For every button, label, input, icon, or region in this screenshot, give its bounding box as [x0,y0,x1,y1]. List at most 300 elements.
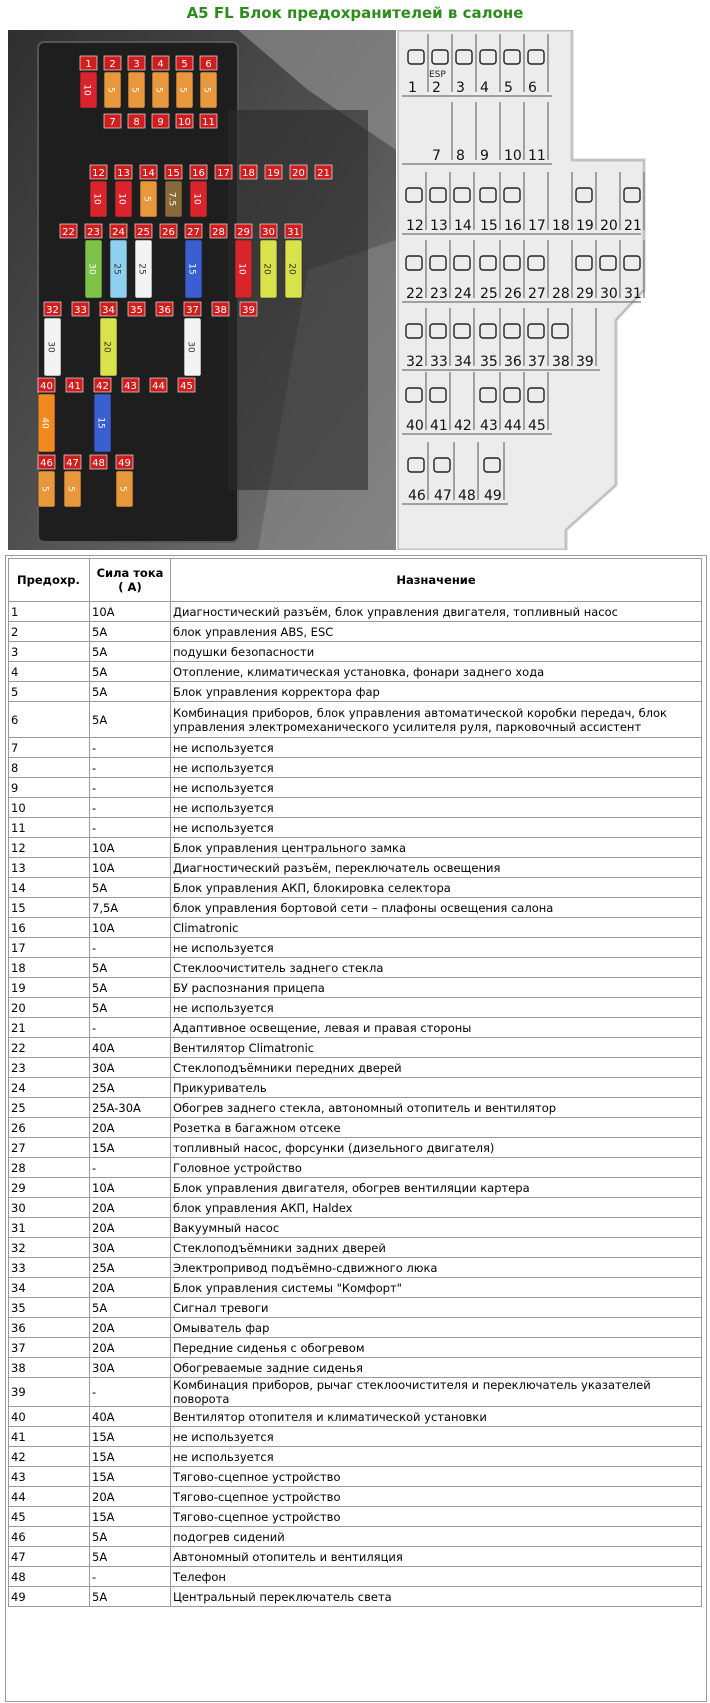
svg-text:38: 38 [214,305,227,316]
photo-fuse [94,394,111,452]
purpose-cell: Электропривод подъёмно-сдвижного люка [171,1258,702,1278]
diagram-fuse-number: 31 [624,286,642,302]
photo-fuse [184,318,201,376]
svg-text:31: 31 [287,227,300,238]
diagram-fuse-number: 32 [406,354,424,370]
current-cell: 40A [90,1038,171,1058]
current-cell: - [90,798,171,818]
table-row [9,642,702,662]
photo-fuse-label [100,302,117,316]
photo-fuse [90,181,107,217]
purpose-cell: Вакуумный насос [171,1218,702,1238]
svg-text:5: 5 [153,87,164,93]
photo-fuse-label [44,302,61,316]
table-row [9,1098,702,1118]
photo-fuse [200,72,217,108]
svg-text:39: 39 [242,305,255,316]
svg-text:5: 5 [177,87,188,93]
photo-fuse-label [90,165,107,179]
table-row [9,1447,702,1467]
fuse-number-cell: 8 [9,758,90,778]
table-row [9,978,702,998]
fuse-number-cell: 47 [9,1547,90,1567]
table-row [9,1587,702,1607]
current-cell: 25A-30A [90,1098,171,1118]
diagram-fuse-number: 14 [454,218,472,234]
table-row [9,1358,702,1378]
current-cell: 10A [90,858,171,878]
svg-text:26: 26 [162,227,175,238]
table-row [9,662,702,682]
photo-fuse-label [156,302,173,316]
diagram-fuse-number: 48 [458,488,476,504]
fuse-number-cell: 1 [9,602,90,622]
current-cell: 20A [90,1487,171,1507]
svg-text:20: 20 [292,168,305,179]
table-row [9,1158,702,1178]
table-row [9,1467,702,1487]
current-cell: 5A [90,998,171,1018]
current-cell: 5A [90,702,171,738]
diagram-fuse-number: 6 [528,80,537,96]
purpose-cell: Сигнал тревоги [171,1298,702,1318]
fuse-number-cell: 41 [9,1427,90,1447]
diagram-fuse-number: 11 [528,148,546,164]
purpose-cell: блок управления бортовой сети – плафоны освещения салона [171,898,702,918]
table-row [9,1058,702,1078]
photo-fuse-label [176,56,193,70]
current-cell: - [90,818,171,838]
table-row [9,878,702,898]
svg-text:36: 36 [158,305,171,316]
current-cell: 20A [90,1198,171,1218]
svg-text:22: 22 [62,227,75,238]
fuse-number-cell: 46 [9,1527,90,1547]
diagram-fuse-number: 35 [480,354,498,370]
photo-fuse [128,72,145,108]
photo-fuse [44,318,61,376]
current-cell: - [90,1158,171,1178]
photo-fuse-label [290,165,307,179]
purpose-cell: Центральный переключатель света [171,1587,702,1607]
photo-fuse-label [135,224,152,238]
svg-text:4: 4 [157,59,164,70]
table-row [9,1278,702,1298]
photo-fuse-label [110,224,127,238]
current-cell: 30A [90,1058,171,1078]
photo-fuse-label [104,114,121,128]
purpose-cell: Climatronic [171,918,702,938]
purpose-cell: Блок управления АКП, блокировка селектора [171,878,702,898]
fuse-number-cell: 10 [9,798,90,818]
svg-text:5: 5 [181,59,188,70]
fuse-number-cell: 2 [9,622,90,642]
current-cell: 20A [90,1278,171,1298]
photo-fuse-label [85,224,102,238]
diagram-fuse-number: 5 [504,80,513,96]
diagram-fuse-number: 30 [600,286,618,302]
fuse-number-cell: 29 [9,1178,90,1198]
current-cell: 10A [90,602,171,622]
photo-fuse-label [200,114,217,128]
photo-fuse [152,72,169,108]
svg-text:14: 14 [142,168,155,179]
purpose-cell: Прикуриватель [171,1078,702,1098]
diagram-fuse-number: 15 [480,218,498,234]
table-row [9,1547,702,1567]
purpose-cell: Обогрев заднего стекла, автономный отопитель и вентилятор [171,1098,702,1118]
table-row [9,1018,702,1038]
fuse-number-cell: 40 [9,1407,90,1427]
photo-fuse [116,471,133,507]
photo-fuse [64,471,81,507]
svg-text:25: 25 [137,227,150,238]
svg-text:47: 47 [66,458,79,469]
fuse-number-cell: 45 [9,1507,90,1527]
fuse-number-cell: 14 [9,878,90,898]
svg-text:49: 49 [118,458,131,469]
diagram-fuse-number: 16 [504,218,522,234]
photo-fuse-label [160,224,177,238]
purpose-cell: не используется [171,738,702,758]
purpose-cell: Комбинация приборов, рычаг стеклоочистителя и переключатель указателей поворота [171,1378,702,1407]
photo-fuse-label [128,56,145,70]
svg-text:9: 9 [157,117,164,128]
table-row [9,818,702,838]
fuse-number-cell: 38 [9,1358,90,1378]
photo-fuse-label [190,165,207,179]
table-row [9,958,702,978]
fuse-number-cell: 12 [9,838,90,858]
diagram-fuse-number: 26 [504,286,522,302]
photo-fuse [115,181,132,217]
svg-text:37: 37 [186,305,199,316]
fuse-number-cell: 43 [9,1467,90,1487]
svg-text:17: 17 [217,168,230,179]
svg-text:13: 13 [117,168,130,179]
current-cell: - [90,778,171,798]
purpose-cell: не используется [171,818,702,838]
fuse-number-cell: 49 [9,1587,90,1607]
fuse-number-cell: 30 [9,1198,90,1218]
fuse-number-cell: 7 [9,738,90,758]
current-cell: 5A [90,662,171,682]
diagram-fuse-number: 19 [576,218,594,234]
photo-fuse-label [185,224,202,238]
photo-fuse-label [38,378,55,392]
diagram-fuse-number: 10 [504,148,522,164]
fuse-number-cell: 20 [9,998,90,1018]
current-cell: 15A [90,1138,171,1158]
diagram-fuse-number: 33 [430,354,448,370]
svg-text:18: 18 [242,168,255,179]
photo-fuse-label [152,114,169,128]
svg-text:10: 10 [116,193,127,205]
fuse-number-cell: 28 [9,1158,90,1178]
table-row [9,1338,702,1358]
photo-fuse-label [240,165,257,179]
current-cell: - [90,1018,171,1038]
photo-fuse-label [140,165,157,179]
purpose-cell: Комбинация приборов, блок управления автоматической коробки передач, блок управления электромеханического усилителя руля, парковочный ассистент [171,702,702,738]
photo-fuse-label [94,378,111,392]
svg-text:28: 28 [212,227,225,238]
current-cell: 5A [90,978,171,998]
table-row [9,602,702,622]
svg-text:34: 34 [102,305,115,316]
current-cell: 25A [90,1078,171,1098]
purpose-cell: Диагностический разъём, переключатель освещения [171,858,702,878]
purpose-cell: Розетка в багажном отсеке [171,1118,702,1138]
photo-fuse-label [165,165,182,179]
photo-fuse-label [90,455,107,469]
fuse-number-cell: 33 [9,1258,90,1278]
svg-text:10: 10 [91,193,102,205]
fuse-number-cell: 11 [9,818,90,838]
diagram-fuse-number: 46 [408,488,426,504]
svg-text:33: 33 [74,305,87,316]
purpose-cell: БУ распознания прицепа [171,978,702,998]
svg-text:20: 20 [101,341,112,353]
current-cell: 7,5A [90,898,171,918]
current-cell: - [90,758,171,778]
photo-fuse-label [60,224,77,238]
svg-text:30: 30 [262,227,275,238]
current-cell: 5A [90,1587,171,1607]
photo-fuse-label [215,165,232,179]
current-cell: 20A [90,1118,171,1138]
current-cell: 15A [90,1467,171,1487]
purpose-cell: Диагностический разъём, блок управления двигателя, топливный насос [171,602,702,622]
svg-text:5: 5 [129,87,140,93]
diagram-fuse-number: 44 [504,418,522,434]
current-cell: 10A [90,838,171,858]
photo-fuse [176,72,193,108]
purpose-cell: Стеклоподъёмники задних дверей [171,1238,702,1258]
purpose-cell: Стеклоподъёмники передних дверей [171,1058,702,1078]
table-row [9,1378,702,1407]
svg-text:10: 10 [236,263,247,275]
current-cell: - [90,738,171,758]
photo-fuse [100,318,117,376]
purpose-cell: Вентилятор отопителя и климатической установки [171,1407,702,1427]
diagram-fuse-number: 1 [408,80,417,96]
svg-text:8: 8 [133,117,140,128]
current-cell: 5A [90,958,171,978]
fuse-box-photo [8,30,396,550]
photo-fuse-label [104,56,121,70]
purpose-cell: Адаптивное освещение, левая и правая стороны [171,1018,702,1038]
diagram-fuse-number: 7 [432,148,441,164]
photo-fuse-label [212,302,229,316]
purpose-cell: не используется [171,778,702,798]
purpose-cell: подогрев сидений [171,1527,702,1547]
header-current: Сила тока ( А) [90,559,171,602]
table-row [9,1507,702,1527]
esp-label: ESP [429,70,446,80]
photo-fuse-label [235,224,252,238]
svg-text:40: 40 [39,417,50,429]
fuse-number-cell: 4 [9,662,90,682]
current-cell: 20A [90,1218,171,1238]
current-cell: 10A [90,1178,171,1198]
fuse-number-cell: 31 [9,1218,90,1238]
purpose-cell: Головное устройство [171,1158,702,1178]
photo-fuse-label [184,302,201,316]
purpose-cell: не используется [171,1427,702,1447]
table-row [9,622,702,642]
diagram-fuse-number: 3 [456,80,465,96]
svg-text:5: 5 [39,486,50,492]
purpose-cell: не используется [171,938,702,958]
fuse-number-cell: 24 [9,1078,90,1098]
fuse-number-cell: 18 [9,958,90,978]
current-cell: 5A [90,1527,171,1547]
photo-fuse-label [128,114,145,128]
diagram-fuse-number: 40 [406,418,424,434]
fuse-number-cell: 34 [9,1278,90,1298]
diagram-fuse-number: 37 [528,354,546,370]
fuse-number-cell: 36 [9,1318,90,1338]
current-cell: 15A [90,1427,171,1447]
table-row [9,1407,702,1427]
photo-fuse [104,72,121,108]
purpose-cell: не используется [171,798,702,818]
purpose-cell: Передние сиденья с обогревом [171,1338,702,1358]
table-row [9,1527,702,1547]
table-row [9,798,702,818]
photo-fuse-label [115,165,132,179]
table-header-row [9,559,702,602]
table-row [9,1487,702,1507]
diagram-fuse-number: 20 [600,218,618,234]
diagram-fuse-number: 27 [528,286,546,302]
svg-text:5: 5 [141,196,152,202]
svg-text:7.5: 7.5 [166,191,177,207]
svg-text:19: 19 [267,168,280,179]
svg-text:15: 15 [167,168,180,179]
photo-fuse [85,240,102,298]
current-cell: - [90,938,171,958]
purpose-cell: Телефон [171,1567,702,1587]
photo-fuse [190,181,207,217]
photo-fuse-label [116,455,133,469]
table-row [9,1298,702,1318]
svg-text:11: 11 [202,117,215,128]
purpose-cell: Тягово-сцепное устройство [171,1467,702,1487]
svg-text:10: 10 [178,117,191,128]
purpose-cell: не используется [171,998,702,1018]
diagram-fuse-number: 28 [552,286,570,302]
svg-text:7: 7 [109,117,116,128]
fuse-number-cell: 23 [9,1058,90,1078]
fuse-number-cell: 32 [9,1238,90,1258]
table-row [9,1038,702,1058]
table-row [9,858,702,878]
photo-fuse-label [210,224,227,238]
photo-fuse [165,181,182,217]
diagram-fuse-number: 2 [432,80,441,96]
table-row [9,1318,702,1338]
diagram-fuse-number: 41 [430,418,448,434]
svg-text:15: 15 [186,263,197,275]
purpose-cell: Стеклоочиститель заднего стекла [171,958,702,978]
photo-fuse-label [122,378,139,392]
current-cell: 15A [90,1507,171,1527]
purpose-cell: Блок управления центрального замка [171,838,702,858]
photo-fuse-label [176,114,193,128]
svg-text:41: 41 [68,381,81,392]
purpose-cell: Блок управления системы "Комфорт" [171,1278,702,1298]
photo-fuse-label [260,224,277,238]
current-cell: 30A [90,1238,171,1258]
table-row [9,682,702,702]
diagram-fuse-number: 45 [528,418,546,434]
svg-text:29: 29 [237,227,250,238]
current-cell: 5A [90,878,171,898]
table-row [9,1238,702,1258]
diagram-fuse-number: 42 [454,418,472,434]
svg-text:48: 48 [92,458,105,469]
table-row [9,758,702,778]
photo-fuse-label [315,165,332,179]
diagram-fuse-number: 22 [406,286,424,302]
purpose-cell: Омыватель фар [171,1318,702,1338]
diagram-fuse-number: 17 [528,218,546,234]
fuse-number-cell: 15 [9,898,90,918]
table-row [9,898,702,918]
svg-text:25: 25 [111,263,122,275]
diagram-fuse-number: 23 [430,286,448,302]
photo-fuse-label [128,302,145,316]
photo-fuse-label [285,224,302,238]
svg-text:44: 44 [152,381,165,392]
diagram-fuse-number: 29 [576,286,594,302]
photo-fuse [38,471,55,507]
photo-fuse-label [72,302,89,316]
purpose-cell: Вентилятор Climatronic [171,1038,702,1058]
diagram-fuse-number: 24 [454,286,472,302]
photo-fuse-label [64,455,81,469]
fuse-number-cell: 19 [9,978,90,998]
table-row [9,838,702,858]
table-row [9,1118,702,1138]
purpose-cell: топливный насос, форсунки (дизельного двигателя) [171,1138,702,1158]
svg-text:35: 35 [130,305,143,316]
current-cell: - [90,1378,171,1407]
svg-text:6: 6 [205,59,212,70]
purpose-cell: Автономный отопитель и вентиляция [171,1547,702,1567]
table-row [9,1138,702,1158]
diagram-fuse-number: 12 [406,218,424,234]
fuse-number-cell: 44 [9,1487,90,1507]
table-row [9,938,702,958]
current-cell: 5A [90,1298,171,1318]
page-title: A5 FL Блок предохранителей в салоне [186,4,524,22]
fuse-number-cell: 9 [9,778,90,798]
svg-text:10: 10 [81,84,92,96]
svg-text:40: 40 [40,381,53,392]
diagram-fuse-number: 34 [454,354,472,370]
current-cell: 25A [90,1258,171,1278]
photo-fuse [110,240,127,298]
svg-text:46: 46 [40,458,53,469]
svg-text:5: 5 [105,87,116,93]
fuse-number-cell: 37 [9,1338,90,1358]
current-cell: 40A [90,1407,171,1427]
diagram-fuse-number: 4 [480,80,489,96]
svg-text:43: 43 [124,381,137,392]
